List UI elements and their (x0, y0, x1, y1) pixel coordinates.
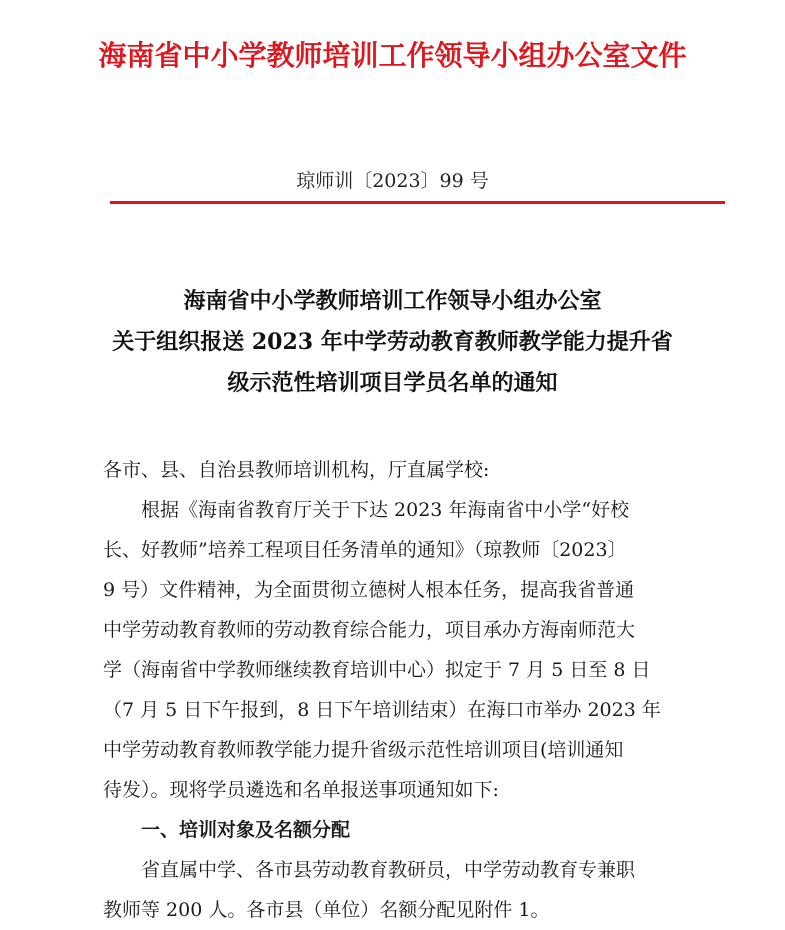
paragraph-line: （7 月 5 日下午报到，8 日下午培训结束）在海口市举办 2023 年 (103, 699, 661, 721)
paragraph-line: 长、好教师”培养工程项目任务清单的通知》（琼教师〔2023〕 (103, 539, 627, 561)
notice-title-line: 级示范性培训项目学员名单的通知 (227, 370, 558, 396)
red-divider-line (110, 201, 725, 204)
notice-body (103, 450, 693, 930)
notice-title-line: 海南省中小学教师培训工作领导小组办公室 (183, 288, 602, 314)
paragraph-line: 教师等 200 人。各市县（单位）名额分配见附件 1。 (103, 899, 550, 921)
paragraph-line: 中学劳动教育教师的劳动教育综合能力，项目承办方海南师范大 (103, 619, 636, 641)
document-number: 琼师训〔2023〕99 号 (296, 170, 489, 192)
issuer-header-title: 海南省中小学教师培训工作领导小组办公室文件 (98, 39, 687, 72)
salutation: 各市、县、自治县教师培训机构，厅直属学校: (103, 459, 490, 481)
paragraph-line: 学（海南省中学教师继续教育培训中心）拟定于 7 月 5 日至 8 日 (103, 659, 651, 681)
section-heading: 一、培训对象及名额分配 (141, 819, 351, 841)
paragraph-line: 省直属中学、各市县劳动教育教研员，中学劳动教育专兼职 (141, 859, 636, 881)
paragraph-line: 待发）。现将学员遴选和名单报送事项通知如下: (103, 779, 499, 801)
paragraph-line: 根据《海南省教育厅关于下达 2023 年海南省中小学“好校 (141, 499, 630, 521)
paragraph-line: 9 号）文件精神，为全面贯彻立德树人根本任务，提高我省普通 (103, 579, 635, 601)
notice-title (60, 281, 725, 404)
notice-title-line: 关于组织报送 2023 年中学劳动教育教师教学能力提升省 (112, 329, 673, 355)
paragraph-line: 中学劳动教育教师教学能力提升省级示范性培训项目(培训通知 (103, 739, 624, 761)
